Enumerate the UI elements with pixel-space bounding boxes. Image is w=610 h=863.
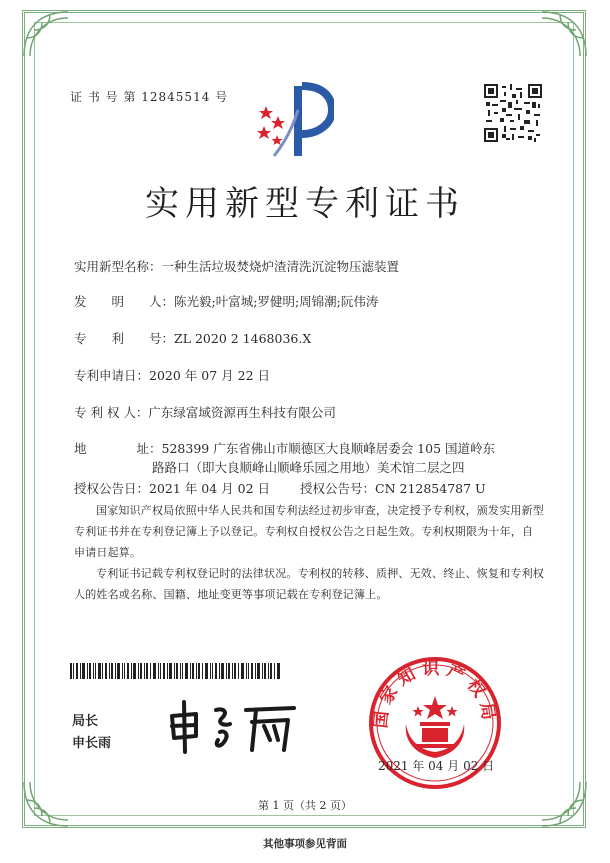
- patent-number-label: 专 利 号：: [74, 331, 175, 346]
- signatory-title: 局长: [72, 714, 99, 729]
- utility-model-name-value: 一种生活垃圾焚烧炉渣清洗沉淀物压滤装置: [161, 259, 400, 274]
- inventor-value: 陈光毅;叶富城;罗健明;周锦潮;阮伟涛: [174, 294, 379, 309]
- grant-date-label: 授权公告日：: [74, 481, 150, 496]
- grant-date-value: 2021 年 04 月 02 日: [149, 481, 271, 496]
- patent-number-row: [74, 329, 311, 347]
- legal-status-paragraph: 专利证书记载专利权登记时的法律状况。专利权的转移、质押、无效、终止、恢复和专利权人的姓名或名称、国籍、地址变更等事项记载在专利登记簿上。: [74, 567, 544, 601]
- patent-number-value: ZL 2020 2 1468036.X: [174, 331, 312, 346]
- application-date-row: [74, 366, 270, 384]
- address-label: 地 址：: [74, 441, 162, 456]
- barcode-icon: [70, 663, 280, 679]
- certificate-number: 证 书 号 第 12845514 号: [70, 90, 229, 104]
- grant-number-value: CN 212854787 U: [375, 481, 486, 496]
- inventor-label: 发 明 人：: [74, 294, 175, 309]
- application-date-value: 2020 年 07 月 22 日: [149, 368, 271, 383]
- utility-model-name-label: 实用新型名称：: [74, 259, 162, 274]
- application-date-label: 专利申请日：: [74, 368, 150, 383]
- patentee-label: 专 利 权 人：: [74, 405, 149, 420]
- inventor-row: [74, 292, 378, 310]
- address-row: [74, 439, 495, 457]
- page-number: 第 1 页（共 2 页）: [258, 799, 352, 812]
- grant-number-row: [300, 479, 486, 497]
- cnipa-logo-icon: [252, 80, 334, 160]
- address-line-1: 528399 广东省佛山市顺德区大良顺峰居委会 105 国道岭东: [161, 441, 496, 456]
- utility-model-name-row: [74, 257, 399, 275]
- qr-code-icon: [484, 84, 542, 142]
- certificate-title: 实用新型专利证书: [145, 184, 465, 224]
- patentee-value: 广东绿富域资源再生科技有限公司: [148, 405, 336, 420]
- address-line-2: 路路口（即大良顺峰山顺峰乐园之用地）美术馆二层之四: [152, 460, 465, 475]
- svg-text:国家知识产权局: 国家知识产权局: [371, 659, 500, 730]
- footer-note: 其他事项参见背面: [263, 838, 347, 850]
- grant-date-row: [74, 479, 270, 497]
- grant-statement-paragraph: 国家知识产权局依照中华人民共和国专利法经过初步审查，决定授予专利权，颁发实用新型专利证书并在专利登记簿上予以登记。专利权自授权公告之日起生效。专利权期限为十年，自申请日起算。: [74, 504, 544, 559]
- patentee-row: [74, 403, 336, 421]
- handwritten-signature-icon: [166, 696, 306, 756]
- corner-ornament-top-left: [20, 8, 72, 60]
- grant-number-label: 授权公告号：: [300, 481, 376, 496]
- corner-ornament-top-right: [538, 8, 590, 60]
- signatory-name: 申长雨: [72, 736, 112, 751]
- seal-date: 2021 年 04 月 02 日: [378, 759, 495, 773]
